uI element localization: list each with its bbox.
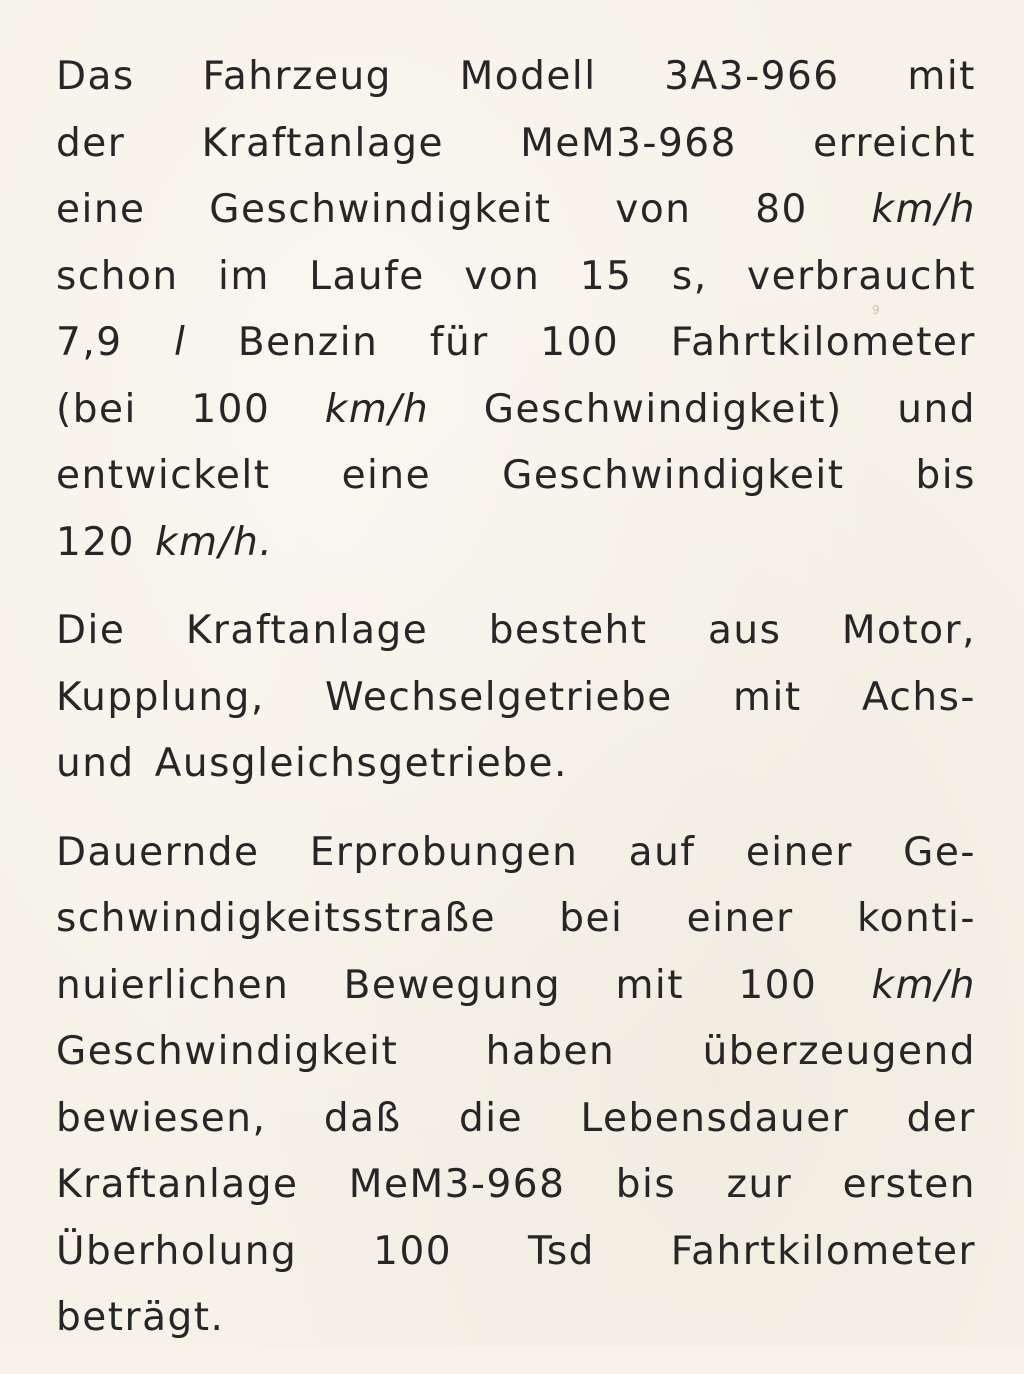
word: schon [56,253,179,299]
word: Wechselgetriebe [325,674,673,720]
word: Fahrzeug [202,54,392,99]
word: nuierlichen [56,962,290,1008]
text-line [56,1086,976,1153]
word: Geschwindigkeit [502,453,845,498]
word: Fahrtkilometer [670,1228,976,1274]
word: Geschwindigkeit [56,1029,399,1074]
text-line [56,177,976,244]
word: Das [56,54,135,99]
text-line [56,1219,976,1286]
word: mit [733,674,802,720]
word: 7,9 [56,320,123,365]
word: Ausgleichsgetriebe. [154,741,568,786]
text-line [56,953,976,1020]
word: erreicht [813,120,976,166]
word: beträgt. [56,1295,225,1340]
paragraph-1 [56,44,976,576]
text-line [56,377,976,444]
text-line [56,820,976,887]
paragraph-2 [56,598,976,798]
text-line [56,886,976,953]
word: zur [726,1162,793,1207]
document-text [56,44,976,1374]
word: entwickelt [56,453,271,498]
word: Benzin [237,320,379,365]
text-line [56,598,976,665]
word: für [429,320,489,365]
word: Geschwindigkeit [209,187,552,232]
word: daß [323,1095,402,1141]
word: Die [56,608,126,653]
text-line [56,665,976,732]
word: im [217,253,270,299]
word: schwindigkeitsstraße [56,896,497,941]
word: die [458,1095,524,1141]
word: haben [485,1029,616,1074]
text-line [56,111,976,178]
word: Modell [459,54,597,99]
word: Kraftanlage [201,120,445,166]
word: 100 [373,1228,453,1274]
word: von [464,253,541,299]
word: km/h [871,187,976,232]
word: mit [615,962,685,1008]
paragraph-3 [56,820,976,1352]
word: Fahrtkilometer [670,320,976,365]
word: 80 [755,187,808,232]
text-line [56,244,976,311]
word: MeM3-968 [348,1162,566,1207]
word: 100 [540,320,620,365]
word: bis [915,453,976,498]
word: einer [686,896,794,941]
word: Dauernde [56,829,260,875]
word: Bewegung [343,962,562,1008]
word: 3A3-966 [664,54,840,99]
word: km/h [324,386,430,432]
word: mit [907,54,976,99]
text-line [56,1285,976,1352]
word: km/h [871,962,976,1008]
word: verbraucht [747,253,976,299]
word: bei [559,896,624,941]
word: Motor, [841,608,976,653]
margin-pencil-mark: 9 [872,303,880,317]
word: Lebensdauer [580,1095,850,1141]
word: l [174,320,187,365]
word: einer [745,829,853,875]
word: Erprobungen [309,829,579,875]
word: s, [671,253,708,299]
word: ersten [842,1162,976,1207]
word: aus [708,608,782,653]
word: eine [341,453,432,498]
word: Ge- [903,829,976,875]
word: auf [628,829,696,875]
text-line [56,310,976,377]
word: und [56,741,135,786]
word: (bei [56,386,137,432]
word: Kraftanlage [56,1162,299,1207]
word: Laufe [309,253,425,299]
word: Kraftanlage [185,608,429,653]
word: Achs- [861,674,976,720]
word: 15 [579,253,633,299]
word: der [906,1095,976,1141]
text-line [56,1019,976,1086]
word: überzeugend [702,1029,976,1074]
word: 100 [738,962,818,1008]
text-line [56,1152,976,1219]
text-line [56,443,976,510]
word: Geschwindigkeit) [483,386,843,432]
word: bis [615,1162,677,1207]
text-line [56,44,976,111]
word: besteht [488,608,648,653]
word: der [56,120,126,166]
word: von [615,187,692,232]
word: 120 [56,519,135,565]
text-line [56,510,976,577]
word: km/h. [154,519,274,565]
word: konti- [856,896,976,941]
word: 100 [191,386,271,432]
word: eine [56,187,146,232]
text-line [56,731,976,798]
word: Überholung [56,1228,298,1274]
word: bewiesen, [56,1095,267,1141]
word: Tsd [527,1228,595,1274]
word: und [897,386,976,432]
word: Kupplung, [56,674,265,720]
word: MeM3-968 [520,120,737,166]
